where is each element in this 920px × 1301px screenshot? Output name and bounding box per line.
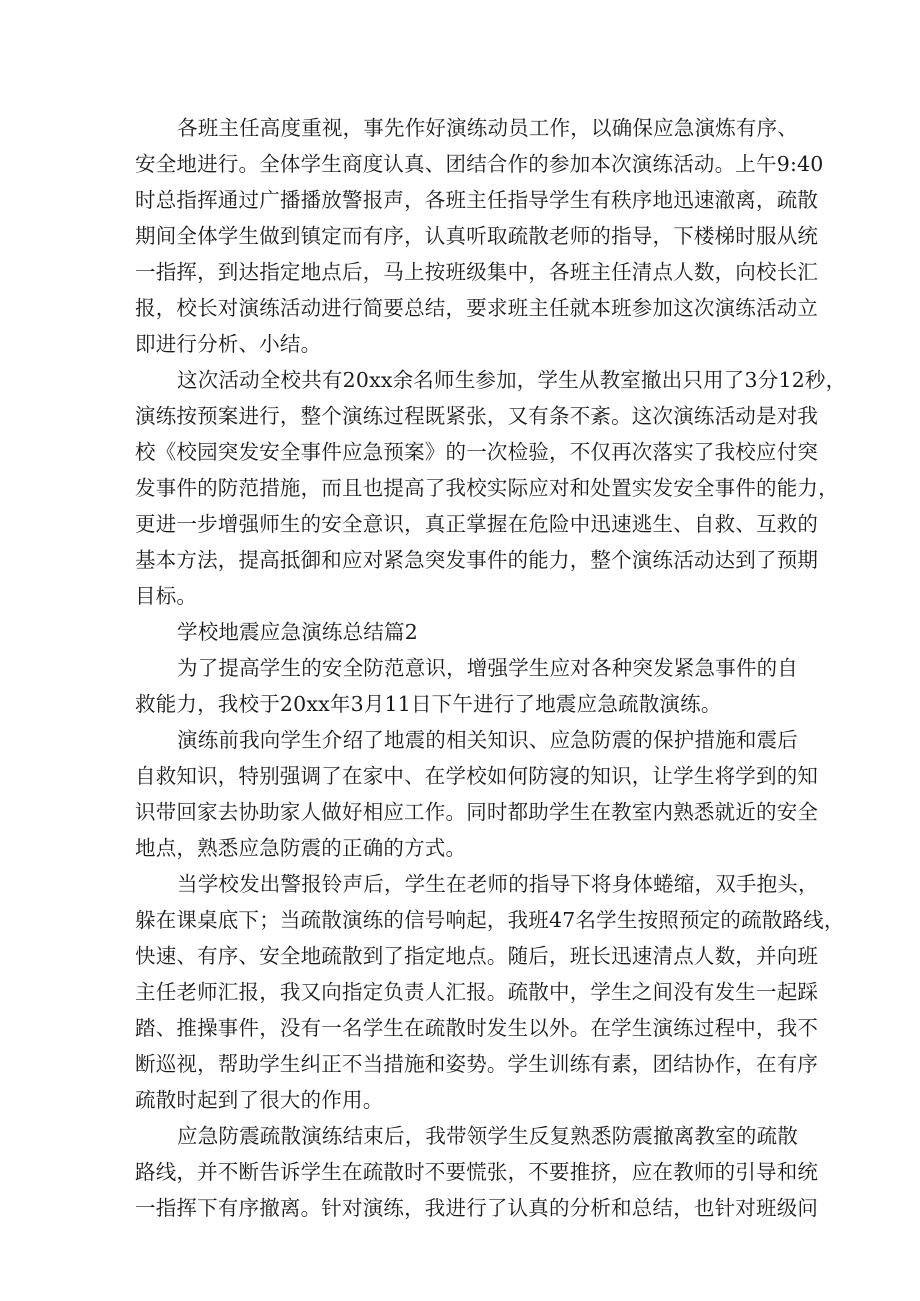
text-line: 为了提高学生的安全防范意识，增强学生应对各种突发紧急事件的自	[177, 656, 798, 680]
text-line: 救能力，我校于20xx年3月11日下午进行了地震应急疏散演练。	[135, 692, 722, 716]
text-line: 踏、推操事件，没有一名学生在疏散时发生以外。在学生演练过程中，我不	[135, 1016, 819, 1040]
text-line: 一指挥下有序撤离。针对演练，我进行了认真的分析和总结，也针对班级问	[135, 1196, 819, 1220]
text-line: 期间全体学生做到镇定而有序，认真听取疏散老师的指导，下楼梯时服从统	[135, 224, 819, 248]
section-heading: 学校地震应急演练总结篇2	[177, 620, 418, 644]
text-line: 疏散时起到了很大的作用。	[135, 1088, 384, 1112]
text-line: 安全地进行。全体学生商度认真、团结合作的参加本次演练活动。上午9:40	[135, 152, 824, 176]
text-line: 主任老师汇报，我又向指定负责人汇报。疏散中，学生之间没有发生一起踩	[135, 980, 819, 1004]
text-line: 各班主任高度重视，事先作好演练动员工作，以确保应急演炼有序、	[177, 116, 798, 140]
text-line: 快速、有序、安全地疏散到了指定地点。随后，班长迅速清点人数，并向班	[135, 944, 819, 968]
text-line: 演练前我向学生介绍了地震的相关知识、应急防震的保护措施和震后	[177, 728, 798, 752]
text-line: 更进一步增强师生的安全意识，真正掌握在危险中迅速逃生、自救、互救的	[135, 512, 819, 536]
text-line: 一指挥，到达指定地点后，马上按班级集中，各班主任清点人数，向校长汇	[135, 260, 819, 284]
text-line: 地点，熟悉应急防震的正确的方式。	[135, 836, 467, 860]
text-line: 自救知识，特别强调了在家中、在学校如何防寖的知识，让学生将学到的知	[135, 764, 819, 788]
text-line: 断巡视，帮助学生纠正不当措施和姿势。学生训练有素，团结协作，在有序	[135, 1052, 819, 1076]
text-line: 路线，并不断告诉学生在疏散时不要慌张，不要推挤，应在教师的引导和统	[135, 1160, 819, 1184]
text-line: 基本方法，提高抵御和应对紧急突发事件的能力，整个演练活动达到了预期	[135, 548, 819, 572]
text-line: 即进行分析、小结。	[135, 332, 322, 356]
text-line: 当学校发出警报铃声后，学生在老师的指导下将身体蜷缩，双手抱头，	[177, 872, 819, 896]
text-line: 发事件的防范措施，而且也提高了我校实际应对和处置实发安全事件的能力，	[135, 476, 839, 500]
text-line: 应急防震疏散演练结束后，我带领学生反复熟悉防震撤离教室的疏散	[177, 1124, 798, 1148]
text-line: 报，校长对演练活动进行简要总结，要求班主任就本班参加这次演练活动立	[135, 296, 819, 320]
text-line: 演练按预案进行，整个演练过程既紧张，又有条不紊。这次演练活动是对我	[135, 404, 819, 428]
text-line: 时总指挥通过广播播放警报声，各班主任指导学生有秩序地迅速澈离，疏散	[135, 188, 819, 212]
text-line: 校《校园突发安全事件应急预案》的一次检验，不仅再次落实了我校应付突	[135, 440, 819, 464]
text-line: 躲在课桌底下；当疏散演练的信号响起，我班47名学生按照预定的疏散路线，	[135, 908, 845, 932]
text-line: 识带回家去协助家人做好相应工作。同时都助学生在教室内熟悉就近的安全	[135, 800, 819, 824]
text-line: 目标。	[135, 584, 198, 608]
text-line: 这次活动全校共有20xx余名师生参加，学生从教室撤出只用了3分12秒，	[177, 368, 847, 392]
